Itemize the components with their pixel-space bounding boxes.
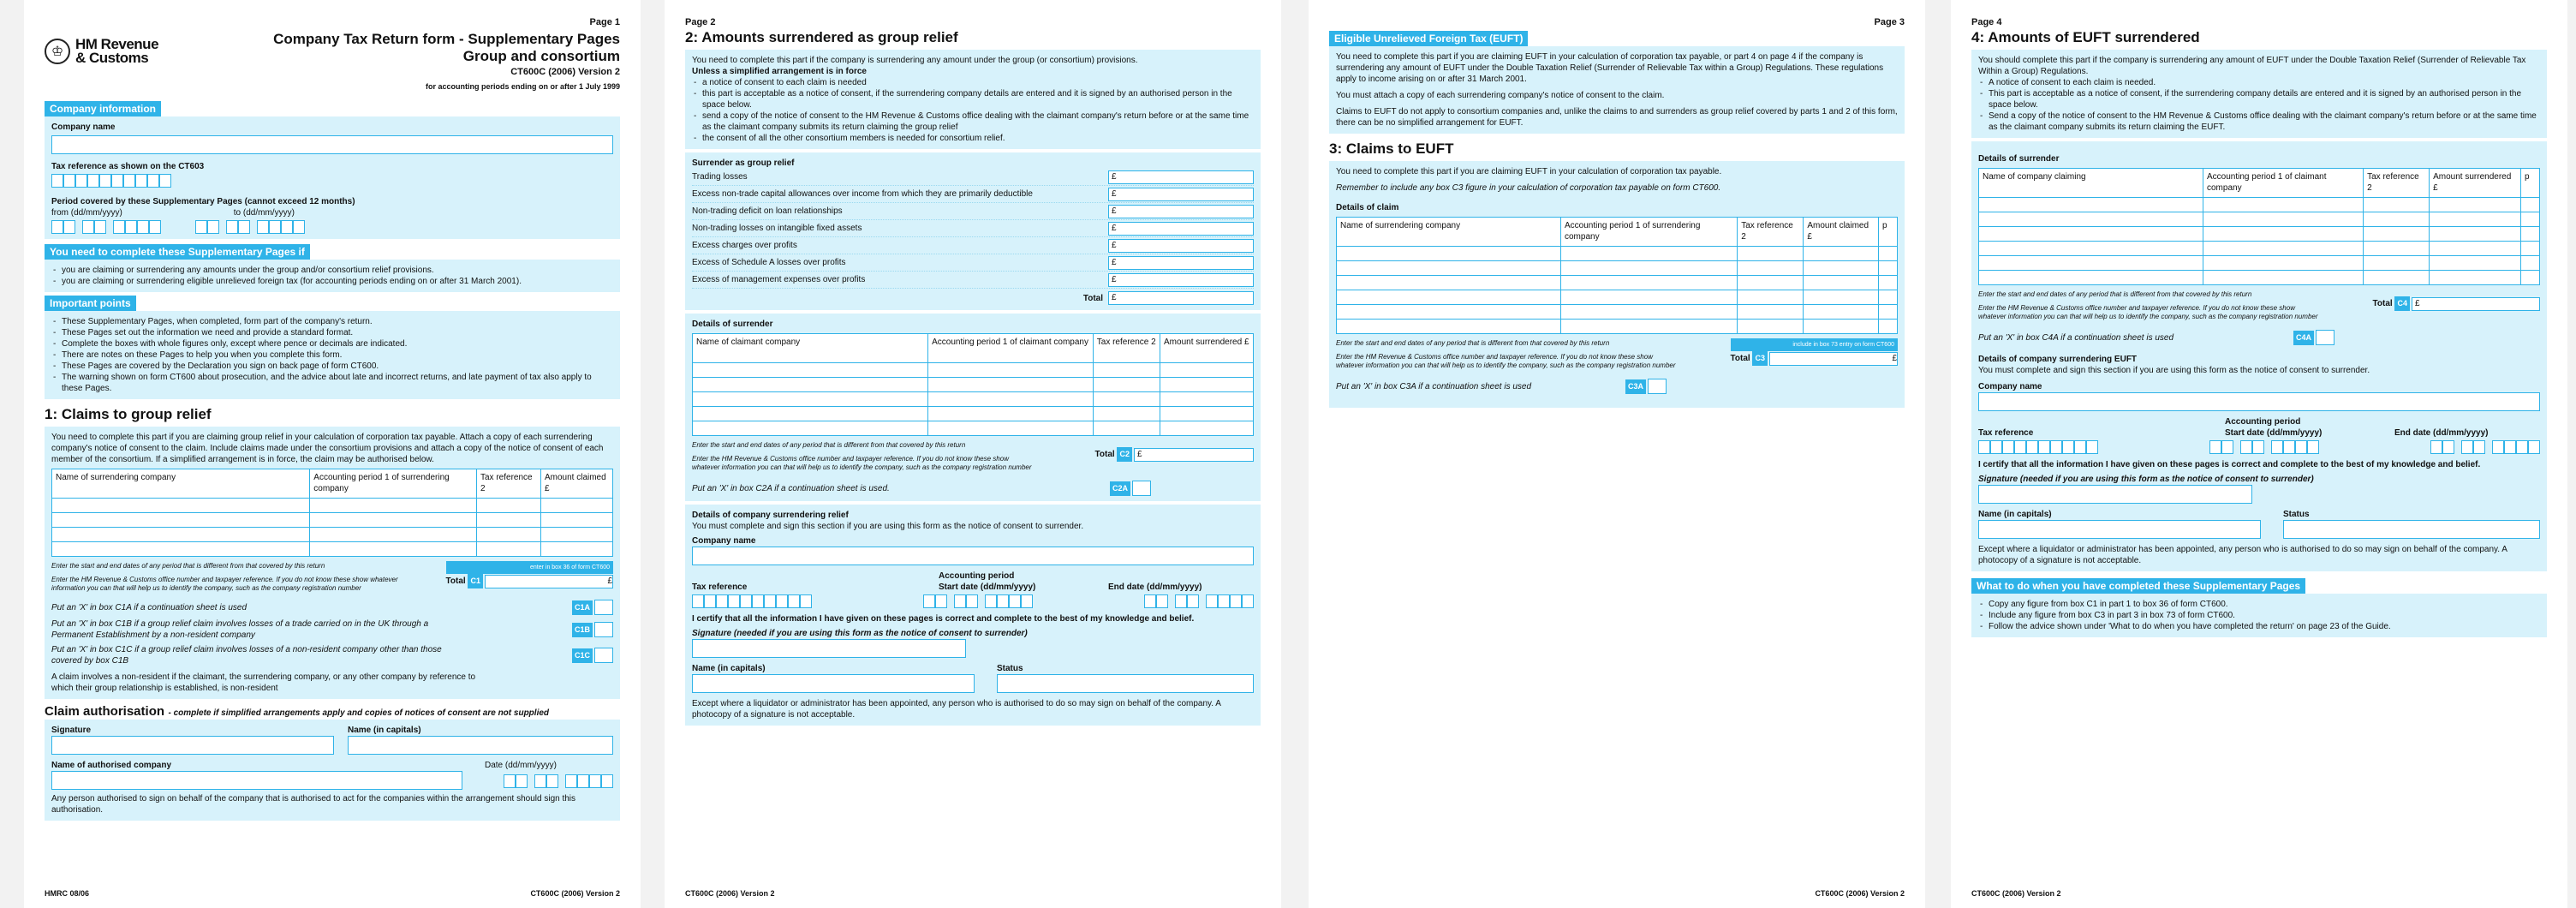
end-date-label: End date (dd/mm/yyyy) — [2394, 428, 2489, 438]
col-header: Amount surrendered £ — [1160, 334, 1254, 363]
footer: CT600C (2006) Version 2 — [1971, 889, 2061, 898]
col-header: Name of company claiming — [1979, 169, 2203, 198]
c4-total-field[interactable]: £ — [2412, 297, 2540, 311]
c1c-text: Put an 'X' in box C1C if a group relief claim involves losses of a non-resident company other than those covered by box C1B — [51, 645, 442, 666]
euft-panel — [1329, 46, 1905, 134]
c3-total-field[interactable]: £ — [1769, 352, 1898, 366]
col-header: Amount claimed £ — [540, 469, 612, 499]
c1a-text: Put an 'X' in box C1A if a continuation sheet is used — [51, 602, 247, 612]
important-item: - These Supplementary Pages, when completed, form part of the company's return. — [51, 316, 613, 327]
amount-field[interactable]: £ — [1108, 273, 1254, 287]
logo-line-1: HM Revenue — [75, 36, 159, 52]
details-surrender-panel — [685, 314, 1261, 501]
box-id-c2a: C2A — [1110, 481, 1130, 496]
company-name-field[interactable] — [51, 135, 613, 154]
need-item: - you are claiming or surrendering any amounts under the group and/or consortium relief provisions. — [51, 265, 613, 276]
surrender-head: Surrender as group relief — [692, 158, 795, 168]
col-header: Accounting period 1 of surrendering company — [1561, 218, 1738, 247]
surrender-row: Trading losses £ — [692, 169, 1254, 186]
claims-para: Remember to include any box C3 figure in your calculation of corporation tax payable on form CT600. — [1336, 183, 1721, 193]
col-header: Accounting period 1 of claimant company — [2203, 169, 2364, 198]
form-title: Company Tax Return form - Supplementary Pages — [273, 31, 620, 47]
period-label: Period covered by these Supplementary Pages (cannot exceed 12 months) — [51, 197, 355, 206]
section-2-title: 2: Amounts surrendered as group relief — [685, 29, 958, 45]
list-item: - Copy any figure from box C1 in part 1 to box 36 of form CT600. — [1978, 599, 2540, 610]
table-row[interactable] — [693, 363, 1254, 378]
section-4-panel — [1971, 50, 2547, 138]
col-header: Accounting period 1 of surrendering company — [310, 469, 477, 499]
name-field[interactable] — [1978, 520, 2261, 539]
c4a-text: Put an 'X' in box C4A if a continuation sheet is used — [1978, 332, 2174, 343]
total-label: Total — [1730, 354, 1750, 363]
section-2-intro: You need to complete this part if the company is surrendering any amount under the group (or consortium) provisions. — [692, 56, 1138, 65]
footnote-2: Enter the HM Revenue & Customs office number and taxpayer reference. If you do not know these show whatever information you can that will help us to identify the company, such as the company registration number — [1336, 353, 1676, 369]
table-row[interactable] — [1979, 212, 2540, 227]
box-id-c3: C3 — [1752, 351, 1768, 366]
col-header: Amount claimed £ — [1804, 218, 1879, 247]
company-name-field[interactable] — [692, 547, 1254, 565]
tax-ref-label: Tax reference — [692, 582, 748, 592]
table-row[interactable] — [693, 392, 1254, 407]
to-label: to (dd/mm/yyyy) — [233, 208, 295, 218]
tax-ref-field[interactable] — [1978, 440, 2098, 454]
what-tag: What to do when you have completed these Supplementary Pages — [1971, 578, 2305, 594]
box-id-c1a: C1A — [572, 600, 593, 615]
details-head: Details of surrender — [1978, 154, 2060, 164]
col-header: Amount surrendered £ — [2430, 169, 2521, 198]
euft-claims-table — [1336, 217, 1898, 334]
enter-note: enter in box 36 of form CT600 — [446, 561, 613, 574]
claims-table — [51, 469, 613, 557]
relief-head: Details of company surrendering relief — [692, 511, 849, 520]
section-1-title: 1: Claims to group relief — [45, 406, 212, 422]
box-id-c2: C2 — [1117, 447, 1132, 462]
table-row[interactable] — [1979, 256, 2540, 271]
start-date-label: Start date (dd/mm/yyyy) — [939, 582, 1036, 592]
what-panel — [1971, 594, 2547, 637]
auth-company-field[interactable] — [51, 771, 462, 790]
table-row[interactable] — [52, 542, 613, 557]
name-label: Name (in capitals) — [692, 664, 766, 673]
form-subtitle: Group and consortium — [462, 48, 620, 64]
table-row[interactable] — [1979, 227, 2540, 242]
important-item: - There are notes on these Pages to help you when you complete this form. — [51, 349, 613, 361]
list-item: - send a copy of the notice of consent to the HM Revenue & Customs office dealing with the claimant company's return before or at the same time as the claimant company submits its return claiming the group relief — [692, 111, 1254, 133]
box-id-c3a: C3A — [1625, 379, 1646, 394]
section-1-panel — [45, 427, 620, 699]
c3a-checkbox[interactable] — [1648, 379, 1667, 394]
euft-surrender-table — [1978, 168, 2540, 285]
signature-label: Signature (needed if you are using this form as the notice of consent to surrender) — [1978, 475, 2314, 484]
table-row[interactable] — [52, 499, 613, 513]
footnote-1: Enter the start and end dates of any period that is different from that covered by this return — [1336, 339, 1610, 347]
name-caps-label: Name (in capitals) — [348, 726, 421, 735]
footer-left: HMRC 08/06 — [45, 889, 90, 898]
auth-subtitle: - complete if simplified arrangements apply and copies of notices of consent are not supplied — [168, 708, 550, 718]
details-head: Details of claim — [1336, 203, 1399, 212]
periods-note: for accounting periods ending on or after 1 July 1999 — [425, 82, 620, 91]
amount-field[interactable]: £ — [1108, 170, 1254, 184]
surrender-row: Excess of Schedule A losses over profits £ — [692, 254, 1254, 272]
start-date-field[interactable] — [923, 594, 1033, 608]
acc-period-label: Accounting period — [939, 571, 1015, 581]
c1-total-field[interactable]: £ — [485, 575, 613, 588]
footnote-2: Enter the HM Revenue & Customs office number and taxpayer reference. If you do not know these show whatever information you can that will help us to identify the company, such as the company registration number — [692, 455, 1032, 471]
c2a-checkbox[interactable] — [1132, 481, 1151, 496]
surrender-table — [692, 333, 1254, 436]
table-row[interactable] — [1979, 242, 2540, 256]
need-tag: You need to complete these Supplementary Pages if — [45, 244, 310, 260]
footnote-2: Enter the HM Revenue & Customs office number and taxpayer reference. If you do not know these show whatever information you can that will help us to identify the company, such as the company registration number — [1978, 304, 2318, 320]
box-id-c1b: C1B — [572, 623, 593, 637]
date-label: Date (dd/mm/yyyy) — [485, 761, 557, 770]
surrender-total-field[interactable]: £ — [1108, 291, 1254, 305]
surr-head: Details of company surrendering EUFT — [1978, 355, 2138, 364]
section-2-panel — [685, 50, 1261, 149]
page-number: Page 1 — [589, 17, 620, 27]
list-item: - This part is acceptable as a notice of consent, if the surrendering company details are entered and it is signed by an authorised person in the space below. — [1978, 88, 2540, 111]
tax-ref-field[interactable] — [692, 594, 812, 608]
col-header: Name of surrendering company — [1337, 218, 1561, 247]
footnote-1: Enter the start and end dates of any period that is different from that covered by this return — [1978, 290, 2252, 298]
page-3 — [1309, 0, 1925, 908]
acc-period-label: Accounting period — [2225, 417, 2301, 427]
need-item: - you are claiming or surrendering eligible unrelieved foreign tax (for accounting periods ending on or after 31 March 2001). — [51, 276, 613, 287]
box-id-c1c: C1C — [572, 648, 593, 663]
auth-panel — [45, 720, 620, 821]
auth-date-field[interactable] — [504, 774, 613, 788]
list-item: - A notice of consent to each claim is needed. — [1978, 77, 2540, 88]
certify-text: I certify that all the information I have given on these pages is correct and complete to the best of my knowledge and belief. — [692, 614, 1195, 624]
form-id: CT600C (2006) Version 2 — [510, 67, 620, 77]
c2-total-field[interactable]: £ — [1134, 448, 1254, 462]
auth-title: Claim authorisation — [45, 704, 165, 719]
status-label: Status — [997, 664, 1023, 673]
box-id-c1: C1 — [468, 574, 483, 588]
page-2 — [665, 0, 1281, 908]
amount-field[interactable]: £ — [1108, 256, 1254, 270]
col-header: Name of claimant company — [693, 334, 928, 363]
col-header: p — [2521, 169, 2540, 198]
company-name-field[interactable] — [1978, 392, 2540, 411]
page-4 — [1951, 0, 2567, 908]
col-header: Name of surrendering company — [52, 469, 310, 499]
list-item: - Include any figure from box C3 in part 3 in box 73 of form CT600. — [1978, 610, 2540, 621]
company-info-tag: Company information — [45, 101, 161, 116]
table-row[interactable] — [52, 513, 613, 528]
name-caps-field[interactable] — [348, 736, 613, 755]
c1b-text: Put an 'X' in box C1B if a group relief claim involves losses of a trade carried on in the UK through a Permanent Establishment by a non-resident company — [51, 619, 429, 640]
page-number: Page 2 — [685, 17, 716, 27]
list-item: - a notice of consent to each claim is needed — [692, 77, 1254, 88]
important-item: - These Pages are covered by the Declaration you sign on back page of form CT600. — [51, 361, 613, 372]
liquidator-note: Except where a liquidator or administrator has been appointed, any person who is authorised to do so may sign on behalf of the company. A photocopy of a signature is not acceptable. — [1978, 545, 2507, 565]
company-info-panel — [45, 116, 620, 239]
col-header: Tax reference 2 — [477, 469, 541, 499]
table-row[interactable] — [1979, 271, 2540, 285]
table-row[interactable] — [693, 378, 1254, 392]
name-field[interactable] — [692, 674, 975, 693]
signature-field[interactable] — [692, 639, 966, 658]
signature-field[interactable] — [51, 736, 334, 755]
table-row[interactable] — [1337, 261, 1898, 276]
amount-field[interactable]: £ — [1108, 205, 1254, 218]
total-label: Total — [445, 576, 466, 586]
footnote-2: Enter the HM Revenue & Customs office number and taxpayer reference. If you do not know these show whatever information you can that will help us to identify the company, such as the company registration number — [51, 576, 398, 592]
c3a-text: Put an 'X' in box C3A if a continuation sheet is used — [1336, 381, 1532, 391]
claims-para: You need to complete this part if you are claiming EUFT in your calculation of corporation tax payable. — [1336, 167, 1722, 176]
crown-icon: ♔ — [45, 39, 70, 64]
euft-para: You must attach a copy of each surrendering company's notice of consent to the claim. — [1336, 91, 1665, 100]
surrender-row: Excess of management expenses over profits £ — [692, 272, 1254, 289]
surrender-row: Non-trading deficit on loan relationships £ — [692, 203, 1254, 220]
c1b-checkbox[interactable] — [594, 622, 613, 637]
c1c-checkbox[interactable] — [594, 648, 613, 663]
hmrc-logo — [45, 38, 158, 65]
col-header: Tax reference 2 — [1093, 334, 1160, 363]
footer: CT600C (2006) Version 2 — [685, 889, 775, 898]
tax-ref-label: Tax reference as shown on the CT603 — [51, 162, 205, 171]
page-1 — [24, 0, 641, 908]
certify-text: I certify that all the information I have given on these pages is correct and complete to the best of my knowledge and belief. — [1978, 460, 2481, 469]
table-row[interactable] — [693, 407, 1254, 421]
end-date-field[interactable] — [2430, 440, 2540, 454]
euft-para: You need to complete this part if you are claiming EUFT in your calculation of corporation tax payable, or part 4 on page 4 if the company is surrendering any amount of EUFT under the Double Taxation Relief (Surrender of Relievable Tax within a Group) Regulations. These regulations apply to income arising on or after 31 March 2001. — [1336, 52, 1884, 84]
surrender-row: Excess non-trade capital allowances over income from which they are primarily deductible £ — [692, 186, 1254, 203]
nonres-note: A claim involves a non-resident if the claimant, the surrendering company, or any other company by reference to which their group relationship is established, is non-resident — [51, 672, 476, 693]
section-3-panel — [1329, 161, 1905, 408]
page-number: Page 4 — [1971, 17, 2002, 27]
important-item: - Complete the boxes with whole figures only, except where pence or decimals are indicated. — [51, 338, 613, 349]
section-4-intro: You should complete this part if the company is surrendering any amount of EUFT under the Double Taxation Relief (Surrender of Relievable Tax Within a Group) Regulations. — [1978, 56, 2526, 76]
footer-right: CT600C (2006) Version 2 — [530, 889, 620, 898]
table-row[interactable] — [1337, 276, 1898, 290]
list-item: - this part is acceptable as a notice of consent, if the surrendering company details are entered and it is signed by an authorised person in the space below. — [692, 88, 1254, 111]
table-row[interactable] — [1337, 247, 1898, 261]
c1a-checkbox[interactable] — [594, 600, 613, 615]
liquidator-note: Except where a liquidator or administrator has been appointed, any person who is authorised to do so may sign on behalf of the company. A photocopy of a signature is not acceptable. — [692, 699, 1221, 720]
table-row[interactable] — [1337, 305, 1898, 320]
end-date-label: End date (dd/mm/yyyy) — [1108, 582, 1202, 592]
footnote-1: Enter the start and end dates of any period that is different from that covered by this return — [51, 562, 325, 570]
box-id-c4a: C4A — [2293, 331, 2314, 345]
footer: CT600C (2006) Version 2 — [1815, 889, 1905, 898]
list-item: - Send a copy of the notice of consent to the HM Revenue & Customs office dealing with the claimant company's return before or at the same time as the claimant company submits its return claiming the EUFT. — [1978, 111, 2540, 133]
to-date-field[interactable] — [195, 220, 305, 234]
footnote-1: Enter the start and end dates of any period that is different from that covered by this return — [692, 441, 966, 449]
box-id-c4: C4 — [2394, 296, 2410, 311]
start-date-field[interactable] — [2209, 440, 2319, 454]
list-item: - the consent of all the other consortium members is needed for consortium relief. — [692, 133, 1254, 144]
company-name-label: Company name — [1978, 382, 2042, 391]
auth-company-label: Name of authorised company — [51, 761, 172, 770]
section-4-title: 4: Amounts of EUFT surrendered — [1971, 29, 2200, 45]
company-name-label: Company name — [51, 122, 116, 132]
total-label: Total — [1094, 449, 1115, 459]
page-number: Page 3 — [1874, 17, 1905, 27]
end-date-field[interactable] — [1144, 594, 1254, 608]
status-label: Status — [2283, 510, 2310, 519]
c2a-text: Put an 'X' in box C2A if a continuation sheet is used. — [692, 483, 890, 493]
section-1-intro: You need to complete this part if you are claiming group relief in your calculation of corporation tax payable. Attach a copy of each surrendering company's notice of consent to the claim. Include claims made under the consortium provisions and attach a copy of the notice of consent of each member of the consortium. If a simplified arrangement is in force, the claim may be authorised below. — [51, 433, 604, 464]
any-person-note: Any person authorised to sign on behalf of the company that is authorised to act for the companies within the arrangement should sign this authorisation. — [51, 794, 576, 815]
signature-label: Signature (needed if you are using this form as the notice of consent to surrender) — [692, 629, 1028, 638]
surrender-panel — [685, 152, 1261, 310]
euft-tag: Eligible Unrelieved Foreign Tax (EUFT) — [1329, 31, 1528, 46]
status-field[interactable] — [2283, 520, 2540, 539]
signature-field[interactable] — [1978, 485, 2252, 504]
important-tag: Important points — [45, 296, 136, 311]
euft-details-panel — [1971, 141, 2547, 571]
euft-para: Claims to EUFT do not apply to consortium companies and, unlike the claims to and surrenders as group relief covered by parts 1 and 2 of this form, there can be no simplified arrangement for EUFT. — [1336, 107, 1898, 128]
list-item: - Follow the advice shown under 'What to do when you have completed the return' on page 23 of the Guide. — [1978, 621, 2540, 632]
form-header — [273, 31, 620, 91]
amount-field[interactable]: £ — [1108, 188, 1254, 201]
surrender-row: Excess charges over profits £ — [692, 237, 1254, 254]
table-row[interactable] — [693, 421, 1254, 436]
section-3-title: 3: Claims to EUFT — [1329, 140, 1454, 157]
include-note: include in box 73 entry on form CT600 — [1731, 338, 1898, 351]
status-field[interactable] — [997, 674, 1254, 693]
signature-label: Signature — [51, 726, 92, 735]
start-date-label: Start date (dd/mm/yyyy) — [2225, 428, 2323, 438]
important-item: - These Pages set out the information we need and provide a standard format. — [51, 327, 613, 338]
logo-line-2: & Customs — [75, 50, 149, 66]
tax-ref-label: Tax reference — [1978, 428, 2034, 438]
table-row[interactable] — [52, 528, 613, 542]
name-label: Name (in capitals) — [1978, 510, 2052, 519]
surr-note: You must complete and sign this section if you are using this form as the notice of consent to surrender. — [1978, 366, 2370, 375]
table-row[interactable] — [1979, 198, 2540, 212]
col-header: Tax reference 2 — [2364, 169, 2430, 198]
important-panel — [45, 311, 620, 399]
need-panel — [45, 260, 620, 292]
from-date-field[interactable] — [51, 220, 161, 234]
table-row[interactable] — [1337, 290, 1898, 305]
col-header: p — [1879, 218, 1898, 247]
surrender-row: Non-trading losses on intangible fixed assets £ — [692, 220, 1254, 237]
col-header: Tax reference 2 — [1738, 218, 1804, 247]
important-item: - The warning shown on form CT600 about prosecution, and the advice about late and incorrect returns, and late payment of tax also apply to these Pages. — [51, 372, 613, 394]
relief-note: You must complete and sign this section if you are using this form as the notice of consent to surrender. — [692, 522, 1084, 531]
total-label: Total — [1082, 293, 1103, 303]
total-label: Total — [2372, 298, 2393, 308]
unless-note: Unless a simplified arrangement is in force — [692, 67, 867, 76]
col-header: Accounting period 1 of claimant company — [928, 334, 1094, 363]
company-name-label: Company name — [692, 536, 756, 546]
table-row[interactable] — [1337, 320, 1898, 334]
c4a-checkbox[interactable] — [2316, 330, 2334, 345]
amount-field[interactable]: £ — [1108, 239, 1254, 253]
amount-field[interactable]: £ — [1108, 222, 1254, 236]
details-head: Details of surrender — [692, 320, 773, 329]
relief-panel — [685, 505, 1261, 726]
from-label: from (dd/mm/yyyy) — [51, 208, 122, 218]
tax-ref-field[interactable] — [51, 174, 613, 188]
